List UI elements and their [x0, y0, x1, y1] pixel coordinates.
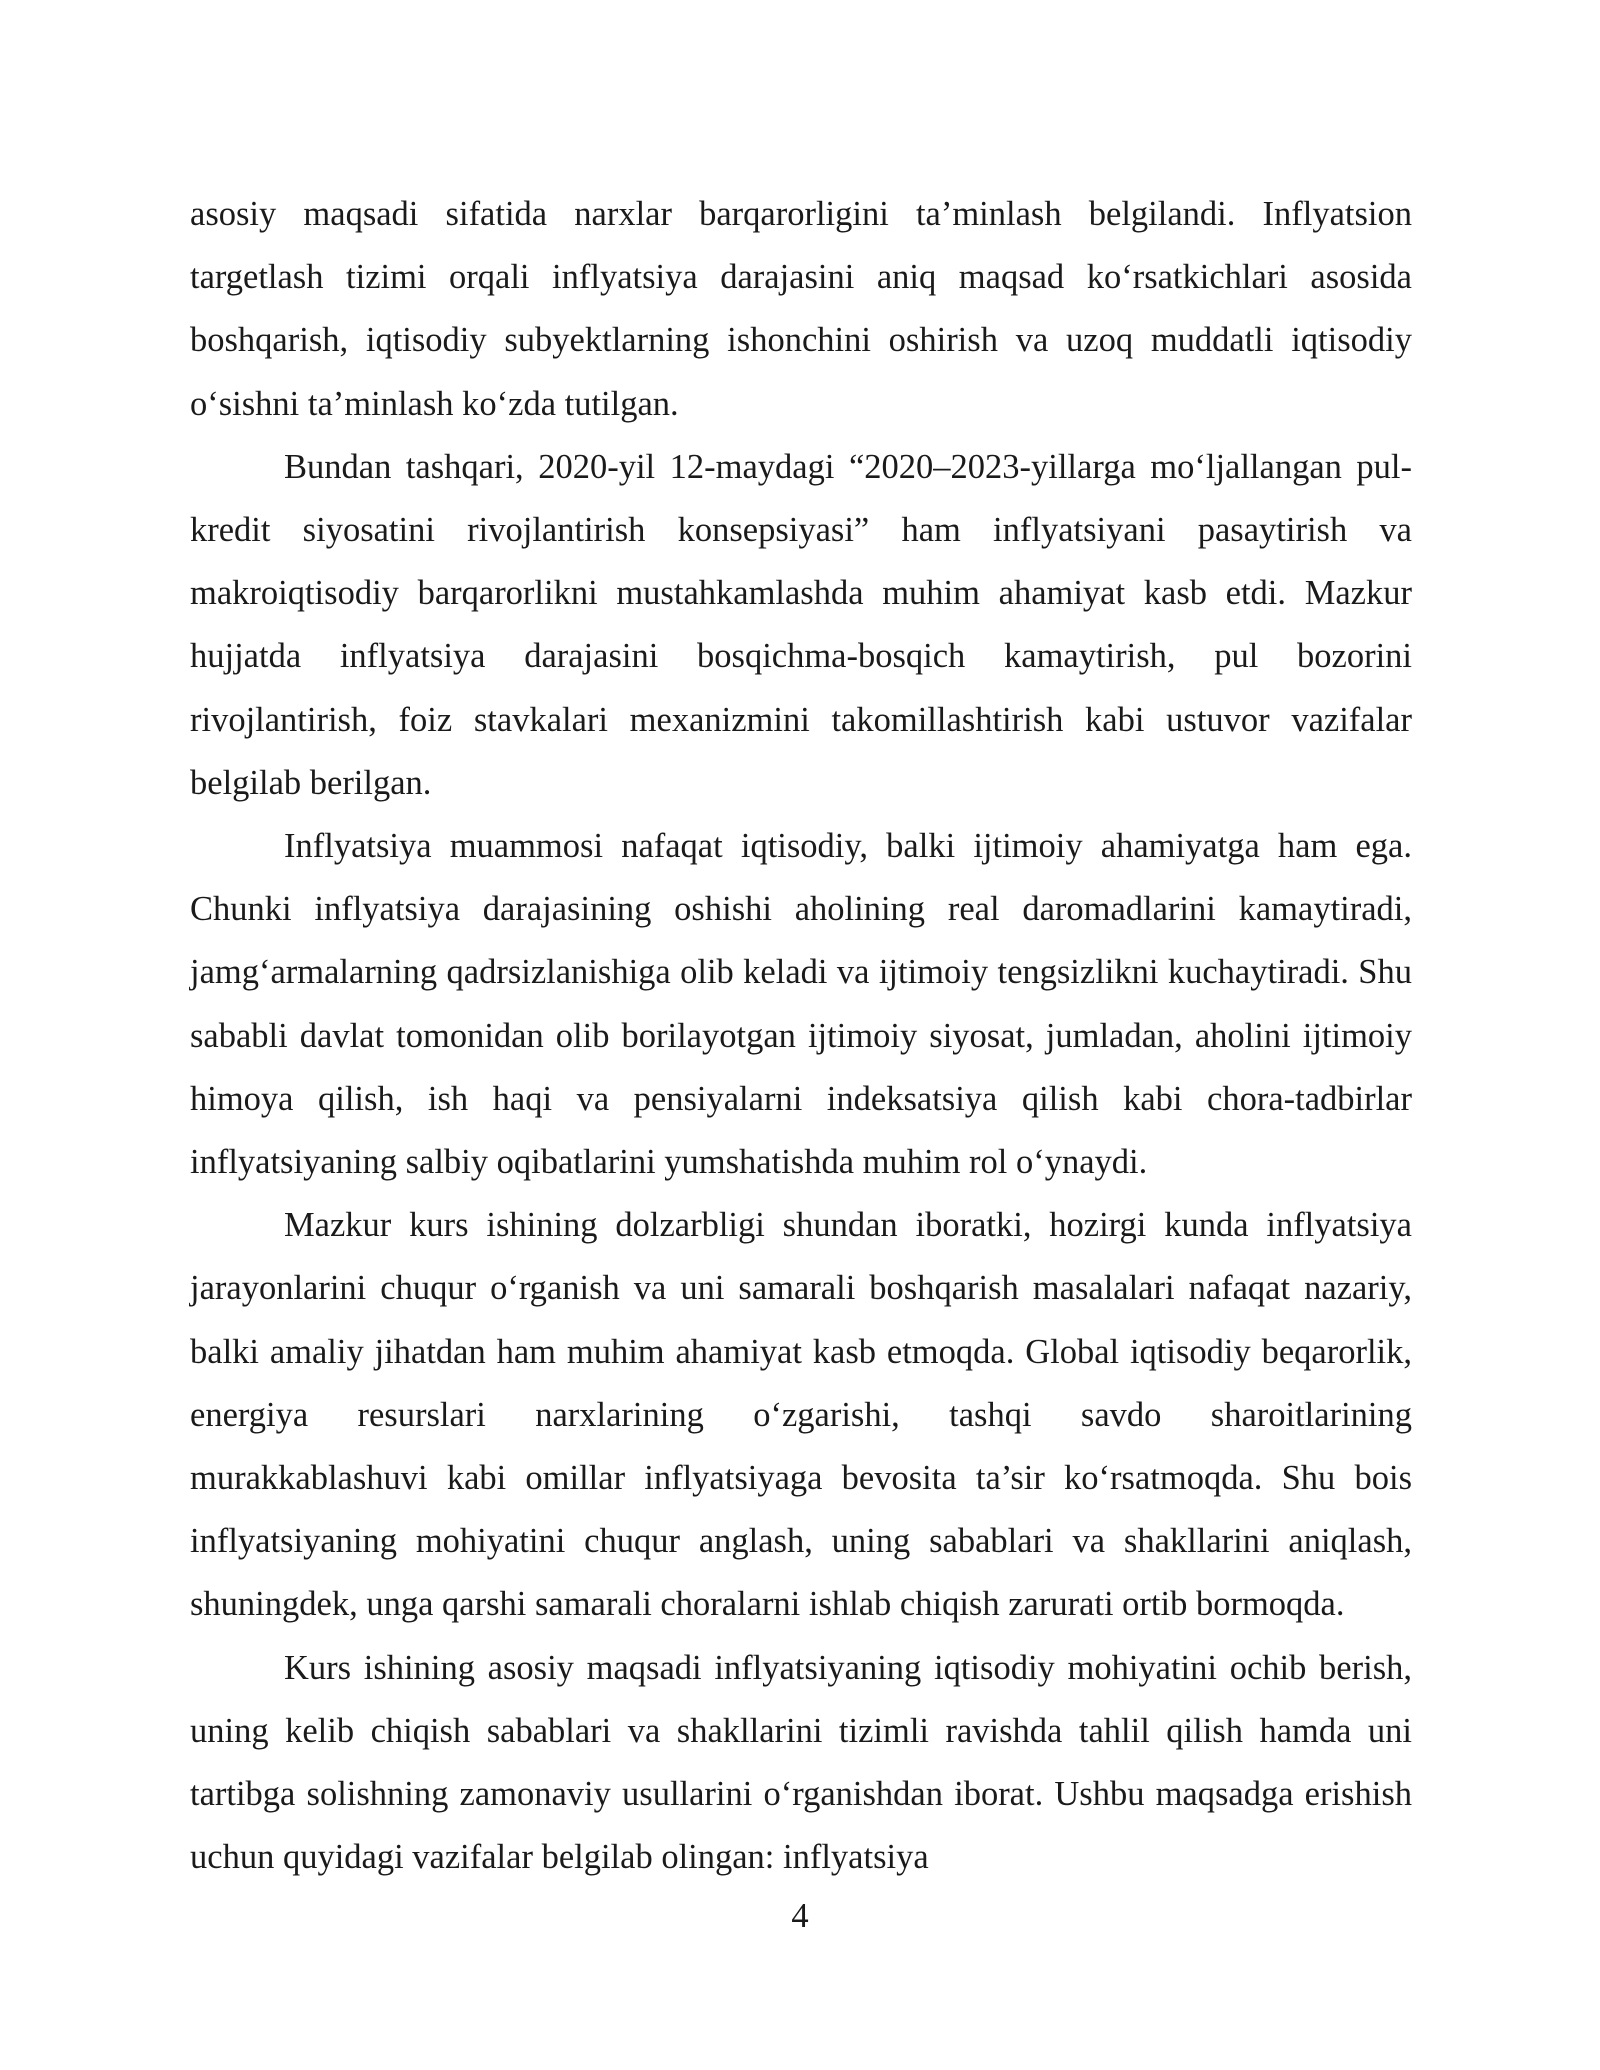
- paragraph-5: Kurs ishining asosiy maqsadi inflyatsiyaning iqtisodiy mohiyatini ochib berish, uning kelib chiqish sabablari va shakllarini tizimli ravishda tahlil qilish hamda uni tartibga solishning zamonaviy usullarini o‘rganishdan iborat. Ushbu maqsadga erishish uchun quyidagi vazifalar belgilab olingan: inflyatsiya: [190, 1648, 1412, 1877]
- paragraph-1: asosiy maqsadi sifatida narxlar barqarorligini ta’minlash belgilandi. Inflyatsion targetlash tizimi orqali inflyatsiya darajasini aniq maqsad ko‘rsatkichlari asosida boshqarish, iqtisodiy subyektlarning ishonchini oshirish va uzoq muddatli iqtisodiy o‘sishni ta’minlash ko‘zda tutilgan.: [190, 195, 1412, 423]
- paragraph-4: Mazkur kurs ishining dolzarbligi shundan iboratki, hozirgi kunda inflyatsiya jarayonlarini chuqur o‘rganish va uni samarali boshqarish masalalari nafaqat nazariy, balki amaliy jihatdan ham muhim ahamiyat kasb etmoqda. Global iqtisodiy beqarorlik, energiya resurslari narxlarining o‘zgarishi, tashqi savdo sharoitlarining murakkablashuvi kabi omillar inflyatsiyaga bevosita ta’sir ko‘rsatmoqda. Shu bois inflyatsiyaning mohiyatini chuqur anglash, uning sabablari va shakllarini aniqlash, shuningdek, unga qarshi samarali choralarni ishlab chiqish zarurati ortib bormoqda.: [190, 1206, 1412, 1624]
- page-number: 4: [791, 1897, 809, 1935]
- body-text: [190, 183, 1412, 1889]
- paragraph-2: Bundan tashqari, 2020-yil 12-maydagi “2020–2023-yillarga mo‘ljallangan pul-kredit siyosatini rivojlantirish konsepsiyasi” ham inflyatsiyani pasaytirish va makroiqtisodiy barqarorlikni mustahkamlashda muhim ahamiyat kasb etdi. Mazkur hujjatda inflyatsiya darajasini bosqichma-bosqich kamaytirish, pul bozorini rivojlantirish, foiz stavkalari mexanizmini takomillashtirish kabi ustuvor vazifalar belgilab berilgan.: [190, 447, 1412, 802]
- paragraph-3: Inflyatsiya muammosi nafaqat iqtisodiy, balki ijtimoiy ahamiyatga ham ega. Chunki inflyatsiya darajasining oshishi aholining real daromadlarini kamaytiradi, jamg‘armalarning qadrsizlanishiga olib keladi va ijtimoiy tengsizlikni kuchaytiradi. Shu sababli davlat tomonidan olib borilayotgan ijtimoiy siyosat, jumladan, aholini ijtimoiy himoya qilish, ish haqi va pensiyalarni indeksatsiya qilish kabi chora-tadbirlar inflyatsiyaning salbiy oqibatlarini yumshatishda muhim rol o‘ynaydi.: [190, 827, 1412, 1182]
